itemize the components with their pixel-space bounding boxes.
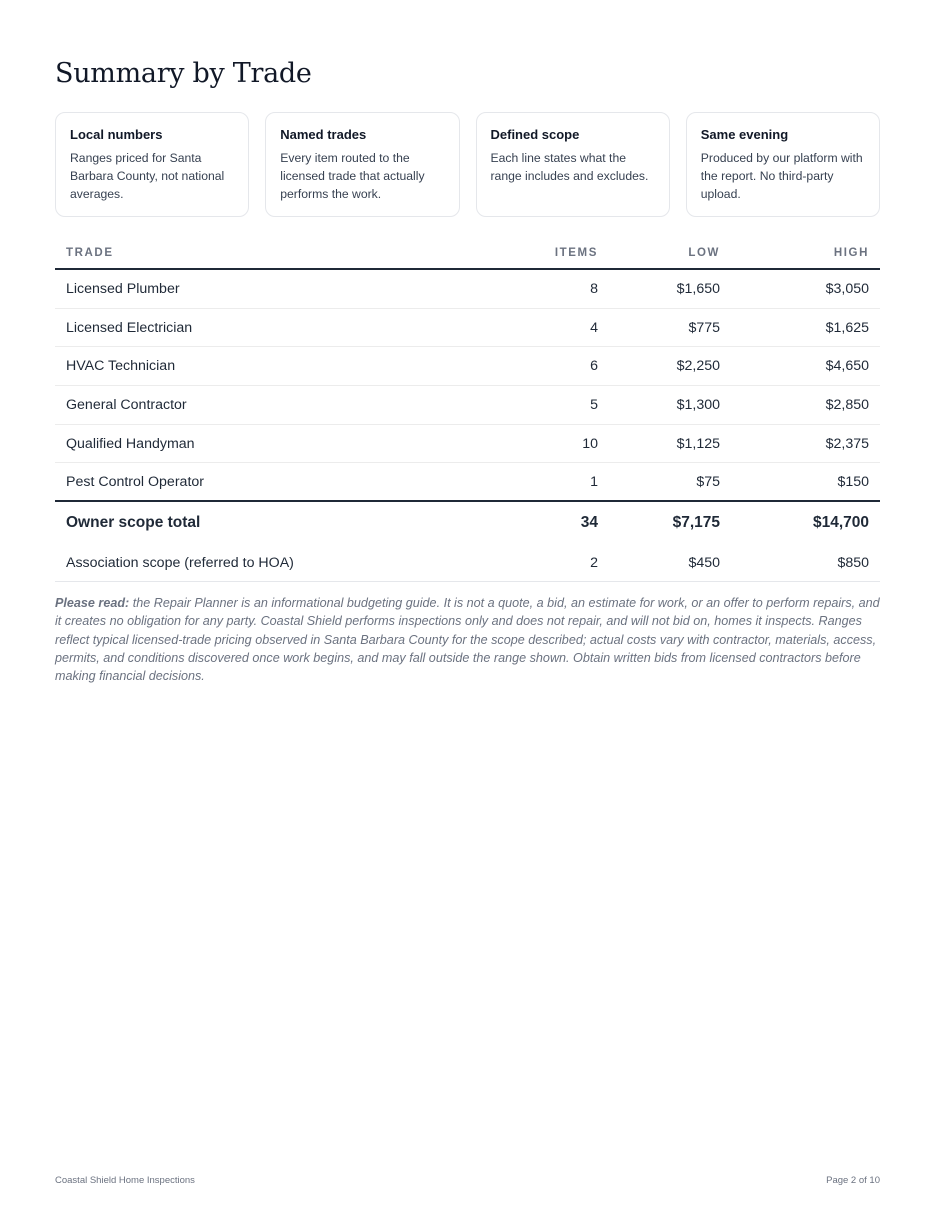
high-cell: $2,375 (825, 435, 869, 452)
items-cell: 8 (590, 280, 598, 297)
total-low: $7,175 (672, 514, 720, 532)
disclaimer-lead: Please read: (55, 596, 130, 610)
table-row (55, 347, 880, 386)
column-header-high: HIGH (833, 247, 869, 259)
disclaimer (55, 594, 885, 685)
card-body: Every item routed to the licensed trade that actually performs the work. (280, 151, 425, 201)
low-cell: $2,250 (676, 358, 720, 375)
low-cell: $75 (696, 473, 720, 490)
total-items: 34 (580, 514, 598, 532)
disclaimer-text: the Repair Planner is an informational budgeting guide. It is not a quote, a bid, an estimate for work, or an offer to perform repairs, and it creates no obligation for any party. Coastal Shield performs inspections only and does not repair, and will not bid on, homes it inspects. Ranges reflect typical licensed-trade pricing observed in Santa Barbara County for the scope described; actual costs vary with contractor, materials, access, permits, and conditions discovered once work begins, and may fall outside the range shown. Obtain written bids from licensed contractors before making financial decisions. (55, 596, 880, 684)
card-body: Produced by our platform with the report. No third-party upload. (700, 151, 863, 201)
association-label: Association scope (referred to HOA) (66, 554, 294, 571)
items-cell: 10 (582, 435, 598, 452)
trade-cell: General Contractor (66, 396, 187, 413)
card-title: Defined scope (490, 127, 580, 142)
table-row (55, 270, 880, 309)
low-cell: $1,650 (676, 280, 720, 297)
trade-cell: Licensed Electrician (66, 319, 193, 336)
column-header-items: ITEMS (554, 247, 598, 259)
table-row (55, 425, 880, 464)
page-title: Summary by Trade (55, 58, 312, 89)
table-row (55, 463, 880, 502)
page-footer (55, 1175, 880, 1186)
footer-company: Coastal Shield Home Inspections (55, 1175, 195, 1186)
trade-cell: Licensed Plumber (66, 280, 180, 297)
trade-cell: HVAC Technician (66, 358, 176, 375)
card-title: Same evening (700, 127, 789, 142)
low-cell: $1,125 (676, 435, 720, 452)
low-cell: $775 (688, 319, 720, 336)
card-body: Each line states what the range includes and excludes. (490, 151, 649, 183)
high-cell: $1,625 (825, 319, 869, 336)
footer-page-number: Page 2 of 10 (826, 1175, 880, 1186)
association-low: $450 (688, 554, 720, 571)
column-header-low: LOW (688, 247, 720, 259)
items-cell: 1 (590, 473, 598, 490)
card-title: Local numbers (70, 127, 163, 142)
table-row (55, 309, 880, 348)
report-page (55, 0, 880, 1210)
low-cell: $1,300 (676, 396, 720, 413)
association-high: $850 (837, 554, 869, 571)
total-high: $14,700 (812, 514, 869, 532)
items-cell: 5 (590, 396, 598, 413)
high-cell: $4,650 (825, 358, 869, 375)
items-cell: 6 (590, 358, 598, 375)
feature-card-local-numbers (55, 112, 249, 217)
trade-cell: Pest Control Operator (66, 473, 204, 490)
feature-card-same-evening (686, 112, 880, 217)
column-header-trade: TRADE (66, 247, 114, 259)
table-header-row (55, 238, 880, 270)
total-label: Owner scope total (66, 514, 201, 532)
card-title: Named trades (280, 127, 367, 142)
high-cell: $3,050 (825, 280, 869, 297)
feature-card-named-trades (265, 112, 459, 217)
association-items: 2 (590, 554, 598, 571)
association-scope-row (55, 544, 880, 582)
high-cell: $150 (837, 473, 869, 490)
owner-scope-total-row (55, 502, 880, 544)
high-cell: $2,850 (825, 396, 869, 413)
feature-card-defined-scope (476, 112, 670, 217)
feature-cards (55, 112, 880, 217)
trade-summary-table (55, 238, 880, 582)
trade-cell: Qualified Handyman (66, 435, 195, 452)
card-body: Ranges priced for Santa Barbara County, not national averages. (70, 151, 225, 201)
items-cell: 4 (590, 319, 598, 336)
table-row (55, 386, 880, 425)
